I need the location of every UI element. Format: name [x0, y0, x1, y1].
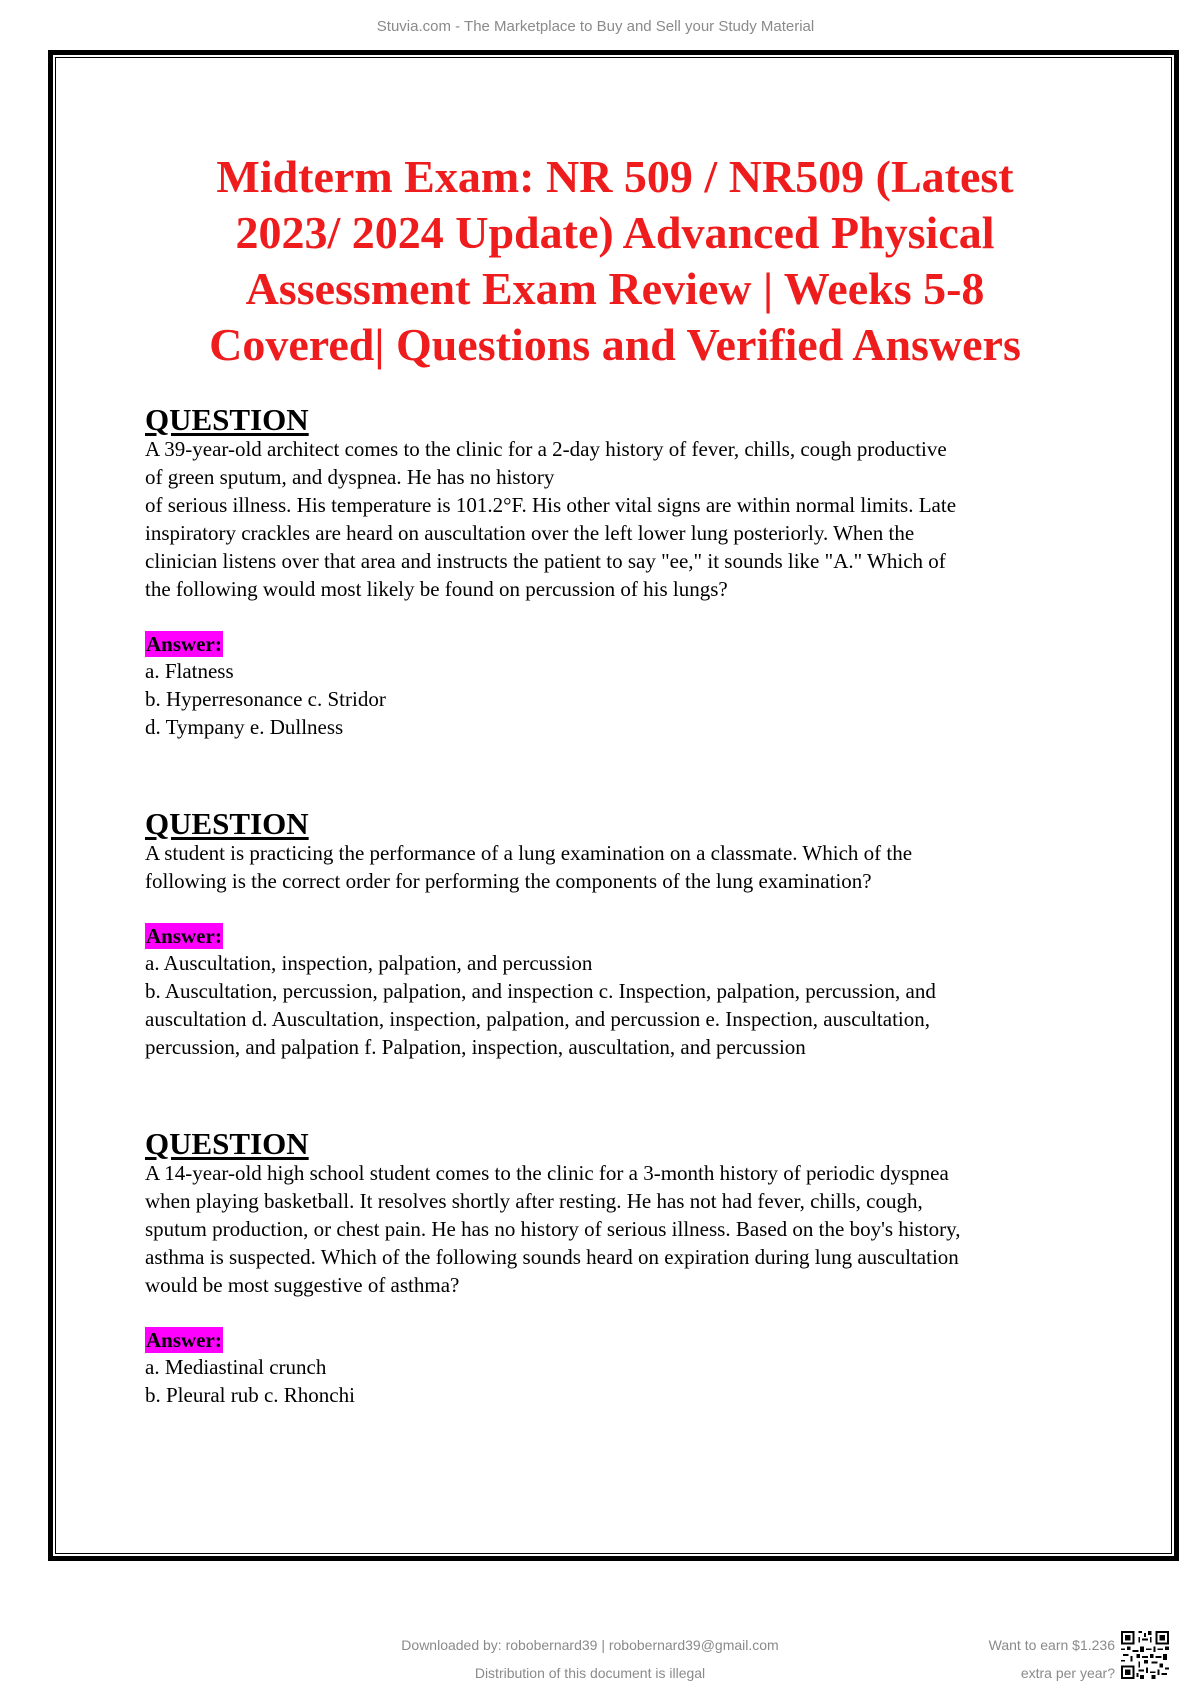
question-text-line: asthma is suspected. Which of the following sounds heard on expiration during lung auscultation	[145, 1245, 959, 1269]
question-text-line: when playing basketball. It resolves shortly after resting. He has not had fever, chills, cough,	[145, 1189, 923, 1213]
answer-option: b. Pleural rub c. Rhonchi	[145, 1383, 355, 1407]
question-text-line: of green sputum, and dyspnea. He has no history	[145, 465, 555, 489]
answer-option: b. Auscultation, percussion, palpation, and inspection c. Inspection, palpation, percussion, and	[145, 979, 936, 1003]
question-text-line: A 39-year-old architect comes to the clinic for a 2-day history of fever, chills, cough productive	[145, 437, 947, 461]
question-text-line: the following would most likely be found on percussion of his lungs?	[145, 577, 728, 601]
question-text-line: clinician listens over that area and instructs the patient to say "ee," it sounds like "A." Which of	[145, 549, 946, 573]
answer-option: a. Flatness	[145, 659, 234, 683]
answer-option: d. Tympany e. Dullness	[145, 715, 344, 739]
answer-label: Answer:	[146, 924, 222, 948]
downloaded-by-text: Downloaded by: robobernard39 | robobernard39@gmail.com	[401, 1637, 779, 1653]
question-block	[145, 1126, 1105, 1409]
title-line: Midterm Exam: NR 509 / NR509 (Latest	[216, 151, 1014, 202]
answer-option: b. Hyperresonance c. Stridor	[145, 687, 386, 711]
question-block	[145, 806, 1105, 1061]
question-text-line: would be most suggestive of asthma?	[145, 1273, 460, 1297]
answer-options	[145, 1353, 1105, 1409]
answer-label: Answer:	[146, 1328, 222, 1352]
earn-promo-line[interactable]: extra per year?	[1020, 1665, 1115, 1681]
question-heading: QUESTION	[145, 402, 309, 437]
answer-options	[145, 949, 1105, 1061]
qr-code-icon[interactable]	[1121, 1631, 1169, 1679]
question-text-line: inspiratory crackles are heard on auscultation over the left lower lung posteriorly. When the	[145, 521, 915, 545]
answer-option: percussion, and palpation f. Palpation, inspection, auscultation, and percussion	[145, 1035, 806, 1059]
question-block	[145, 402, 1105, 741]
distribution-notice: Distribution of this document is illegal	[474, 1665, 706, 1681]
answer-option: auscultation d. Auscultation, inspection, palpation, and percussion e. Inspection, auscultation,	[145, 1007, 930, 1031]
stuvia-banner: Stuvia.com - The Marketplace to Buy and Sell your Study Material	[376, 18, 815, 35]
answer-option: a. Auscultation, inspection, palpation, and percussion	[145, 951, 593, 975]
question-text-line: of serious illness. His temperature is 101.2°F. His other vital signs are within normal limits. Late	[145, 493, 957, 517]
answer-label: Answer:	[146, 632, 222, 656]
earn-promo-line[interactable]: Want to earn $1.236	[988, 1637, 1115, 1653]
question-text-line: sputum production, or chest pain. He has no history of serious illness. Based on the boy's history,	[145, 1217, 961, 1241]
answer-option: a. Mediastinal crunch	[145, 1355, 327, 1379]
answer-options	[145, 657, 1105, 741]
questions-container	[145, 402, 1105, 1409]
earn-promo[interactable]	[945, 1631, 1115, 1687]
document-title	[120, 149, 1110, 373]
question-heading: QUESTION	[145, 1126, 309, 1161]
title-line: Assessment Exam Review | Weeks 5-8	[245, 263, 985, 314]
question-text-line: A student is practicing the performance of a lung examination on a classmate. Which of the	[145, 841, 913, 865]
title-line: Covered| Questions and Verified Answers	[209, 319, 1021, 370]
title-line: 2023/ 2024 Update) Advanced Physical	[235, 207, 995, 258]
question-text-line: A 14-year-old high school student comes to the clinic for a 3-month history of periodic dyspnea	[145, 1161, 949, 1185]
question-text-line: following is the correct order for performing the components of the lung examination?	[145, 869, 872, 893]
download-notice	[330, 1631, 850, 1687]
question-heading: QUESTION	[145, 806, 309, 841]
